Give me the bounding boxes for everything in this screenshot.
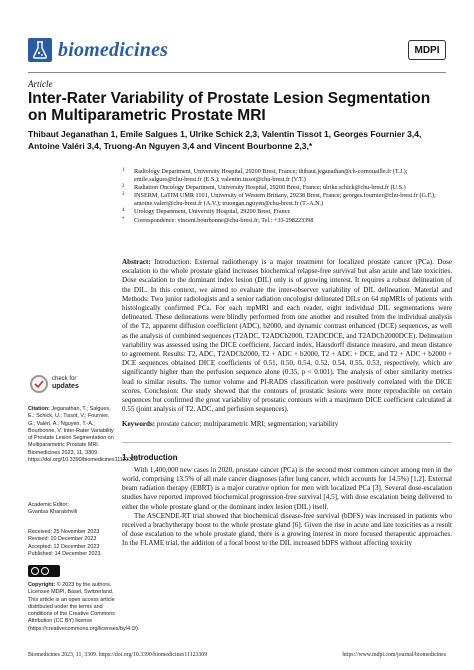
date-accepted: Accepted: 12 December 2023 <box>28 543 100 550</box>
copyright-label: Copyright: <box>28 582 56 588</box>
affiliation-1: 1 Radiology Department, University Hospital, 29200 Brest, France; thibaut.jeganathan@ch-cornouaille.fr (T.J.); emile.salgues@chu-brest.fr (E.S.); valentin.tissot@chu-brest.fr (V.T.) <box>122 168 408 184</box>
cc-by-license-icon[interactable] <box>28 565 60 577</box>
journal-name[interactable]: biomedicines <box>58 39 169 61</box>
footer-citation[interactable]: Biomedicines 2023, 11, 3309. https://doi.org/10.3390/biomedicines11123309 <box>28 652 208 658</box>
citation-label: Citation: <box>28 406 50 412</box>
keywords <box>122 420 452 429</box>
copyright-text: © 2023 by the authors. Licensee MDPI, Basel, Switzerland. This article is an open access article distributed under the terms and conditions of the Creative Commons Attribution (CC BY) license (https://creativecommons.org/licenses/by/4.0/). <box>28 582 140 632</box>
paper-title: Inter-Rater Variability of Prostate Lesion Segmentation on Multiparametric Prostate MRI <box>28 90 431 124</box>
copyright-block <box>28 582 140 633</box>
journal-logo-icon <box>28 38 52 62</box>
keywords-label: Keywords: <box>122 420 156 429</box>
check-updates-label-2: updates <box>52 383 79 390</box>
publisher-logo[interactable]: MDPI <box>408 40 446 60</box>
section-heading: 1. Introduction <box>122 452 178 462</box>
academic-editor <box>28 502 116 517</box>
affiliation-2: 2 Radiation Oncology Department, University Hospital, 29200 Brest, France; ulrike.schick@chu-brest.fr (U.S.) <box>122 184 406 192</box>
introduction-body <box>122 466 452 549</box>
editor-name: Gvantsa Kharaishvili <box>28 509 78 516</box>
citation-text: Jeganathan, T.; Salgues, E.; Schick, U.; Tissot, V.; Fournier, G.; Valéri, A.; Nguyen, T.-A.; Bourbonne, V. Inter-Rater Variability of Prostate Lesion Segmentation on Multiparametric Prostate MRI. Biomedicines 2023, 11, 3309. https://doi.org/10.3390/biomedicines11123309 <box>28 406 138 464</box>
affiliation-4: 4 Urology Department, University Hospital, 29200 Brest, France <box>122 208 291 216</box>
affiliation-3: 3 INSERM, LaTIM UMR 1101, University of Western Brittany, 29238 Brest, France; georges.fournier@chu-brest.fr (G.F.); antoine.valeri@chu-brest.fr (A.V.); truongan.nguyen@chu-brest.fr (T.-A.N.) <box>122 192 436 208</box>
editor-label: Academic Editor: <box>28 502 69 508</box>
header-divider <box>28 72 446 73</box>
journal-header <box>28 38 446 66</box>
date-received: Received: 25 November 2023 <box>28 529 100 535</box>
author-list: Thibaut Jeganathan 1, Emile Salgues 1, Ulrike Schick 2,3, Valentin Tissot 1, Georges Fournier 3,4, Antoine Valéri 3,4, Truong-An Nguyen 3,4 and Vincent Bourbonne 2,3,* <box>28 129 422 151</box>
check-updates-icon <box>30 375 48 393</box>
intro-paragraph-1: With 1,400,000 new cases in 2020, prostate cancer (PCa) is the second most common cancer among men in the world, comprising 13.5% of all male cancer diagnoses (after lung cancer, which accounts for 14.5%) [1,2]. External beam radiation therapy (EBRT) is a major curative option for men with localized PCa [3]. Several dose-escalation studies have reported improved biochemical progression-free survival [4,5], with dose escalation being delivered to either the whole prostate gland or the dominant index lesion (DIL) itself. <box>122 465 452 511</box>
abstract <box>122 258 452 414</box>
check-for-updates-button[interactable] <box>28 373 116 399</box>
abstract-label: Abstract: <box>122 258 151 266</box>
keywords-text: prostate cancer; multiparametric MRI; segmentation; variability <box>155 420 339 429</box>
footer-journal-link[interactable]: https://www.mdpi.com/journal/biomedicines <box>342 652 446 658</box>
date-published: Published: 14 December 2023 <box>28 550 101 557</box>
section-divider <box>122 442 452 443</box>
correspondence: * Correspondence: vincent.bourbonne@chu-brest.fr; Tel.: +33-298223398 <box>122 216 314 224</box>
main-column <box>122 258 452 549</box>
article-type: Article <box>28 79 53 89</box>
check-updates-label-1: check for <box>52 376 77 382</box>
publication-dates <box>28 529 116 558</box>
affiliations <box>122 168 452 225</box>
citation-block <box>28 406 138 464</box>
date-revised: Revised: 10 December 2023 <box>28 536 97 543</box>
abstract-text: Introduction: External radiotherapy is a major treatment for localized prostate cancer (PCa). Dose escalation to the whole prostate gland increases biochemical relapse-free survival but also acute and late toxicities. Dose escalation to the dominant index lesion (DIL) only is of growing interest. It requires a robust delineation of the DIL. In this context, we aimed to evaluate the inter-observer variability of DIL delineation. Material and Methods: Two junior radiologists and a senior radiation oncologist delineated DILs on 64 mpMRIs of patients with histologically confirmed PCa. For each mpMRI and each reader, eight individual DIL segmentations were delineated. These delineations were blindly performed from one another and resulted from the individual analysis of the T2, apparent diffusion coefficient (ADC), b2000, and dynamic contrast enhanced (DCE) sequences, as well as the analysis of combined sequences (T2ADC, T2ADCb2000, T2ADCDCE, and T2ADCb2000DCE). Delineation variability was assessed using the DICE coefficient, Jaccard index, Hausdorff distance measure, and mean distance to agreement. Results: T2, ADC, T2ADCb2000, T2 + ADC + b2000, T2 + ADC + DCE, and T2 + ADC + b2000 + DCE sequences obtained DICE coefficients of 0.51, 0.50, 0.54, 0.52, 0.54, 0.55, 0.53, respectively, which are significantly higher than the perfusion sequence alone (0.35, p < 0.001). The analysis of other similarity metrics lead to similar results. The tumor volume and PI-RADS classification were positively correlated with the DICE scores. Conclusion: Our study showed that the contours of prostatic lesions were more reproducible on certain sequences but confirmed the great variability of prostatic contours with a maximum DICE coefficient calculated at 0.55 (joint analysis of T2, ADC, and perfusion sequences). <box>122 258 452 414</box>
intro-paragraph-2: The ASCENDE-RT trial showed that biochemical disease-free survival (bDFS) was increased in patients who received a brachytherapy boost to the whole prostate gland [6]. Given the rise in acute and late toxicities as a result of dose escalation to the whole prostate gland, there is a growing interest in more focused therapeutic approaches. In the FLAME trial, the addition of a focal boost to the DIL increased bDFS without affecting toxicity <box>122 511 452 548</box>
